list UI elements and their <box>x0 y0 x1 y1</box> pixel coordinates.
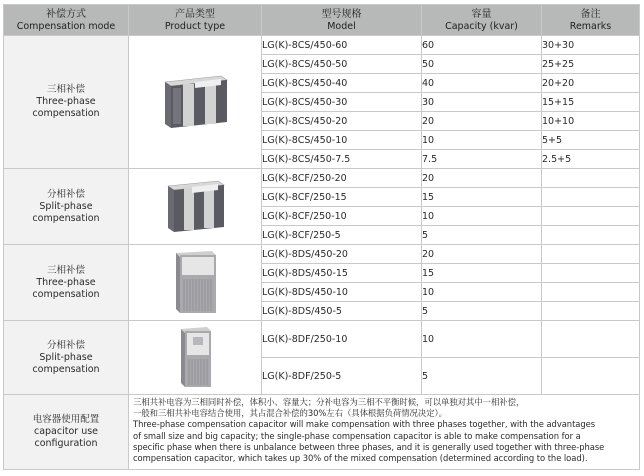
model-cell: LG(K)-8DS/450-15 <box>262 264 422 283</box>
capacity-cell: 60 <box>422 36 542 55</box>
table-row <box>4 321 640 358</box>
remark-cell <box>542 188 640 207</box>
header-rem-zh: 备注 <box>580 8 601 20</box>
capacitor-ds-image <box>170 247 220 315</box>
header-mode-en: Compensation mode <box>16 20 116 32</box>
mode-label-en-1: Split-phase <box>39 351 93 363</box>
capacity-cell: 15 <box>422 264 542 283</box>
remark-cell <box>542 358 640 395</box>
table-header-row <box>4 5 640 36</box>
capacity-cell: 5 <box>422 302 542 321</box>
remark-cell <box>542 302 640 321</box>
header-model-en: Model <box>327 20 356 32</box>
remark-cell <box>542 321 640 358</box>
mode-cell-three-phase <box>4 245 129 321</box>
header-compensation-mode <box>4 5 129 36</box>
product-image-cell <box>129 321 262 395</box>
capacity-cell: 5 <box>422 358 542 395</box>
config-text-en-line: specific phase when there is unbalance between three phases, and it is generally used together with three-phase <box>133 441 605 452</box>
capacity-cell: 50 <box>422 55 542 74</box>
model-cell: LG(K)-8DS/450-20 <box>262 245 422 264</box>
remark-cell: 15+15 <box>542 93 640 112</box>
remark-cell <box>542 169 640 188</box>
model-cell: LG(K)-8DS/450-10 <box>262 283 422 302</box>
remark-cell: 20+20 <box>542 74 640 93</box>
header-type-en: Product type <box>164 20 226 32</box>
mode-label-en-1: Three-phase <box>36 96 96 107</box>
remark-cell <box>542 283 640 302</box>
remark-cell <box>542 207 640 226</box>
config-text-zh-line: 三相共补电容为三相同时补偿，体积小、容量大；分补电容为三相不平衡时候，可以单独对其中一相补偿， <box>133 397 525 407</box>
table-row <box>4 245 640 264</box>
config-text-en-line: Three-phase compensation capacitor will make compensation with three phases together, with the advantages <box>133 419 596 430</box>
product-image-cell <box>129 245 262 321</box>
capacity-cell: 10 <box>422 321 542 358</box>
capacity-cell: 20 <box>422 245 542 264</box>
model-cell: LG(K)-8CF/250-5 <box>262 226 422 245</box>
capacitor-spec-table <box>3 4 640 470</box>
model-cell: LG(K)-8DS/450-5 <box>262 302 422 321</box>
config-text-zh-line: 一般和三相共补电容结合使用，其占混合补偿的30%左右（具体根据负荷情况决定）。 <box>133 408 447 419</box>
model-cell: LG(K)-8CF/250-20 <box>262 169 422 188</box>
mode-label-en-1: Split-phase <box>39 200 93 212</box>
mode-label-zh: 三相补偿 <box>46 84 85 95</box>
capacity-cell: 40 <box>422 74 542 93</box>
mode-label-zh: 三相补偿 <box>46 264 85 276</box>
capacity-cell: 7.5 <box>422 150 542 169</box>
model-cell: LG(K)-8DF/250-5 <box>262 358 422 395</box>
remark-cell: 5+5 <box>542 131 640 150</box>
table-row <box>4 169 640 188</box>
remark-cell <box>542 245 640 264</box>
mode-cell-three-phase <box>4 36 129 169</box>
mode-label-en-2: compensation <box>32 212 100 224</box>
capacity-cell: 10 <box>422 131 542 150</box>
capacity-cell: 10 <box>422 283 542 302</box>
header-mode-zh: 补偿方式 <box>46 8 86 20</box>
model-cell: LG(K)-8CS/450-30 <box>262 93 422 112</box>
mode-cell-split-phase <box>4 169 129 245</box>
header-cap-en: Capacity (kvar) <box>445 20 518 32</box>
config-text-en-line: compensation capacitor, which takes up 30% of the mixed compensation (determined according to the load). <box>133 453 588 464</box>
mode-label-zh: 分相补偿 <box>46 339 85 351</box>
product-image-cell <box>129 169 262 245</box>
header-rem-en: Remarks <box>569 20 612 32</box>
model-cell: LG(K)-8CS/450-40 <box>262 74 422 93</box>
config-row <box>4 395 640 470</box>
model-cell: LG(K)-8CF/250-10 <box>262 207 422 226</box>
config-label-en-1: capacitor use <box>33 426 99 437</box>
table-row <box>4 36 640 55</box>
capacity-cell: 5 <box>422 226 542 245</box>
remark-cell: 10+10 <box>542 112 640 131</box>
mode-label-en-2: compensation <box>32 363 100 375</box>
capacitor-cf-image <box>162 174 228 236</box>
remark-cell <box>542 226 640 245</box>
capacity-cell: 20 <box>422 169 542 188</box>
model-cell: LG(K)-8CS/450-50 <box>262 55 422 74</box>
remark-cell: 30+30 <box>542 36 640 55</box>
model-cell: LG(K)-8DF/250-10 <box>262 321 422 358</box>
mode-label-en-2: compensation <box>32 108 100 119</box>
header-model <box>262 5 422 36</box>
mode-label-en-2: compensation <box>32 288 100 300</box>
mode-label-zh: 分相补偿 <box>46 188 85 200</box>
capacity-cell: 20 <box>422 112 542 131</box>
model-cell: LG(K)-8CS/450-20 <box>262 112 422 131</box>
remark-cell <box>542 264 640 283</box>
config-label-zh: 电容器使用配置 <box>32 414 100 425</box>
model-cell: LG(K)-8CS/450-7.5 <box>262 150 422 169</box>
capacitor-df-image <box>175 323 215 389</box>
product-image-cell <box>129 36 262 169</box>
config-description <box>129 395 640 470</box>
capacity-cell: 30 <box>422 93 542 112</box>
config-label-en-2: configuration <box>34 438 98 449</box>
header-product-type <box>129 5 262 36</box>
mode-cell-split-phase <box>4 321 129 395</box>
header-capacity <box>422 5 542 36</box>
header-remarks <box>542 5 640 36</box>
config-text-en-line: of small size and big capacity; the single-phase compensation capacitor is able to make compensation for a <box>133 430 581 441</box>
header-type-zh: 产品类型 <box>175 8 215 20</box>
header-cap-zh: 容量 <box>471 8 492 20</box>
capacitor-cs-image <box>159 68 231 132</box>
config-label-cell <box>4 395 129 470</box>
model-cell: LG(K)-8CS/450-60 <box>262 36 422 55</box>
capacity-cell: 10 <box>422 207 542 226</box>
capacity-cell: 15 <box>422 188 542 207</box>
remark-cell: 2.5+5 <box>542 150 640 169</box>
model-cell: LG(K)-8CF/250-15 <box>262 188 422 207</box>
header-model-zh: 型号规格 <box>321 8 362 20</box>
mode-label-en-1: Three-phase <box>36 276 96 288</box>
remark-cell: 25+25 <box>542 55 640 74</box>
model-cell: LG(K)-8CS/450-10 <box>262 131 422 150</box>
